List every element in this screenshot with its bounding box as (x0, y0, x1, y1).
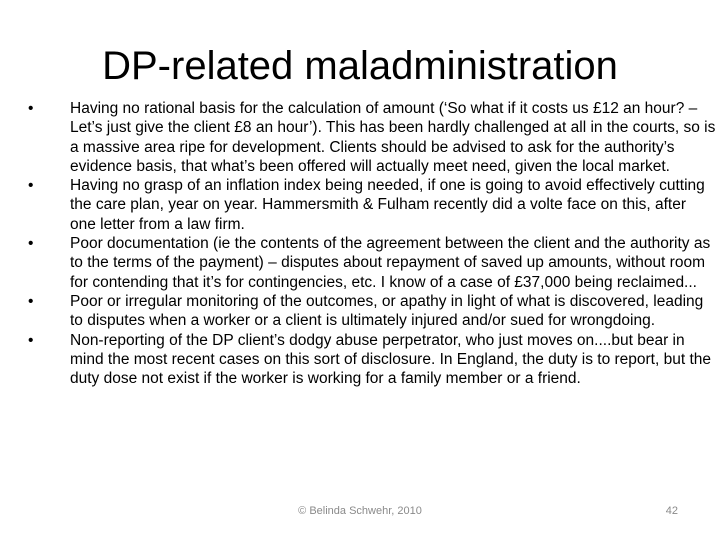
bullet-text: Non-reporting of the DP client’s dodgy abuse perpetrator, who just moves on....but bear in mind the most recent cases on this sort of disclosure. In England, the duty is to report, but the duty dose not exist if the worker is working for a family member or a friend. (70, 331, 712, 388)
bullet-text: Having no rational basis for the calculation of amount (‘So what if it costs us £12 an hour? – Let’s just give the client £8 an hour’). This has been hardly challenged at all in the courts, so is a massive area ripe for development. Clients should be advised to ask for the authority’s evidence basis, that what’s been offered will actually meet need, given the local market. (70, 100, 716, 175)
bullet-text: Poor documentation (ie the contents of the agreement between the client and the authority as to the terms of the payment) – disputes about repayment of saved up amounts, without room for contending that it’s for contingencies, etc. I know of a case of £37,000 being reclaimed... (70, 235, 711, 291)
bullet-list (26, 99, 716, 388)
bullet-item (26, 99, 716, 176)
bullet-marker: • (28, 100, 34, 117)
bullet-text: Poor or irregular monitoring of the outcomes, or apathy in light of what is discovered, leading to disputes when a worker or a client is ultimately injured and/or sued for wrongdoing. (70, 292, 704, 330)
page-number: 42 (665, 505, 678, 517)
bullet-item (26, 234, 716, 292)
bullet-item (26, 176, 716, 234)
bullet-item (26, 292, 716, 331)
bullet-marker: • (28, 177, 34, 195)
bullet-marker: • (28, 292, 34, 310)
bullet-item (26, 331, 716, 389)
slide-title: DP-related maladministration (102, 44, 618, 88)
bullet-text: Having no grasp of an inflation index being needed, if one is going to avoid effectively cutting the care plan, year on year. Hammersmith & Fulham recently did a volte face on this, after one letter from a law firm. (70, 177, 705, 233)
footer-copyright: © Belinda Schwehr, 2010 (298, 505, 422, 517)
bullet-marker: • (28, 331, 34, 349)
bullet-marker: • (28, 235, 34, 253)
